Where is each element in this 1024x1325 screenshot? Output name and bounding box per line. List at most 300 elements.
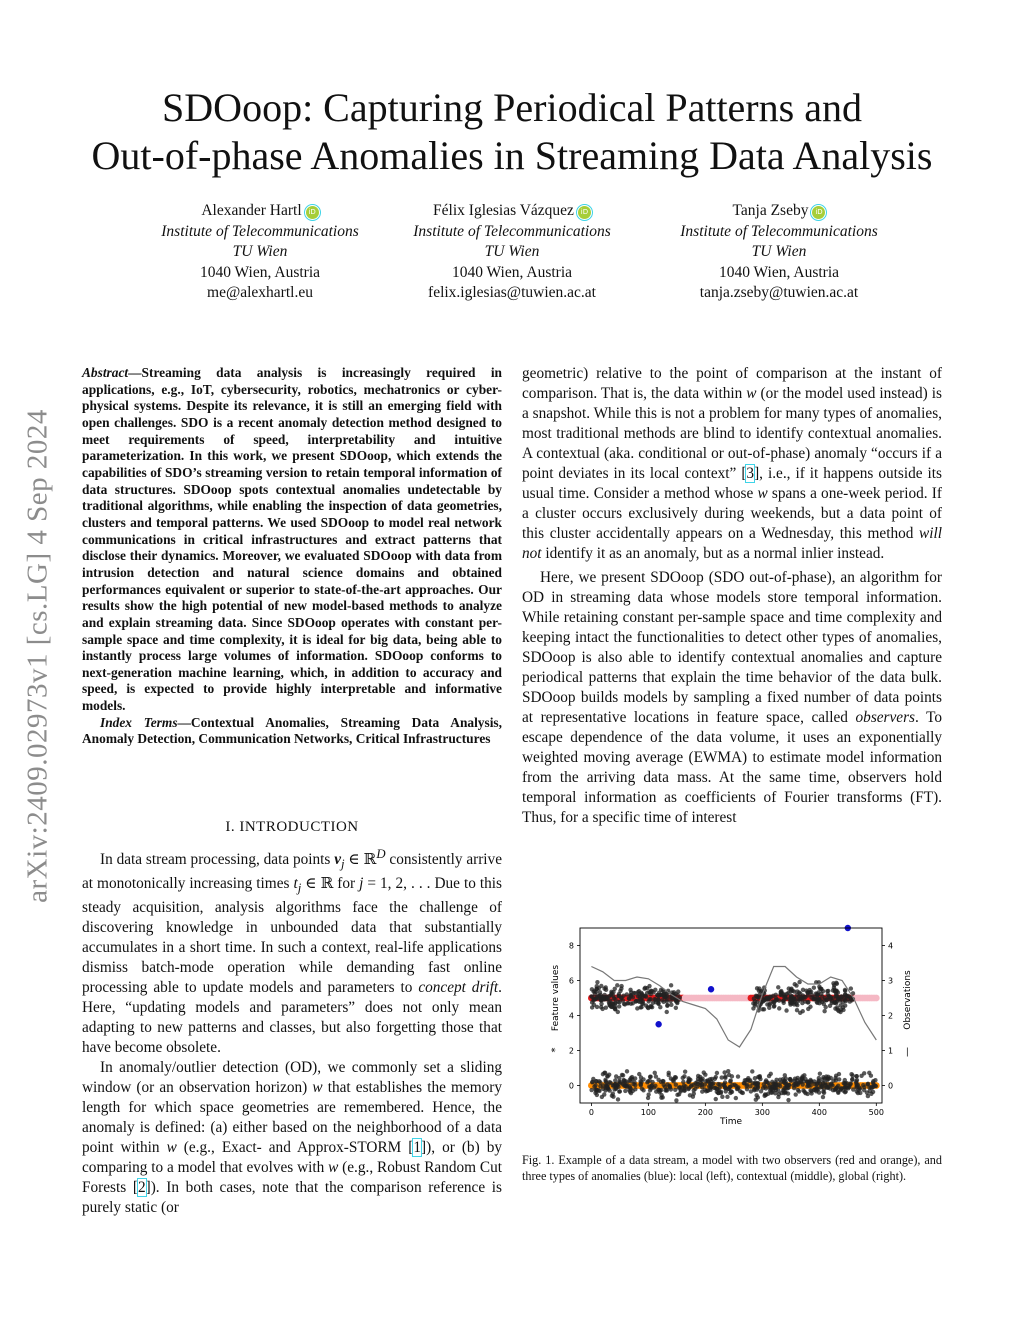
data-point-high [771,994,775,998]
data-point-high [757,993,761,997]
data-point-low [625,1069,629,1073]
data-point-high [804,988,808,992]
data-point-low [824,1074,828,1078]
data-point-high [635,1006,639,1010]
data-point-low [597,1079,601,1083]
data-point-high [599,984,603,988]
data-point-low [659,1088,663,1092]
data-point-low [843,1090,847,1094]
data-point-low [649,1086,653,1090]
intro-paragraph-1 [82,844,502,1058]
data-point-low [762,1082,766,1086]
data-point-high [665,999,669,1003]
data-point-low [665,1082,669,1086]
data-point-high [669,983,673,987]
data-point-low [808,1083,812,1087]
data-point-high [627,997,631,1001]
y2-tick-label: 1 [888,1046,894,1056]
math-subscript: j [341,857,345,872]
data-point-low [855,1084,859,1088]
data-point-low [778,1084,782,1088]
data-point-high [599,993,603,997]
data-point-low [865,1090,869,1094]
data-point-low [723,1076,727,1080]
legend-marker-line: — [902,1047,913,1057]
data-point-high [653,988,657,992]
data-point-low [834,1087,838,1091]
author-name: Félix Iglesias Vázquez [433,202,574,219]
data-point-low [736,1074,740,1078]
text-run: (e.g., Exact- and Approx-STORM [ [176,1139,414,1157]
right-column-body [522,364,942,828]
data-point-low [715,1090,719,1094]
data-point-low [819,1085,823,1089]
data-point-low [720,1095,724,1099]
data-point-high [594,987,598,991]
data-point-low [783,1073,787,1077]
data-point-high [595,980,599,984]
data-point-low [593,1091,597,1095]
data-point-low [769,1072,773,1076]
data-point-low [716,1082,720,1086]
text-run: ], i.e., if it happens outside its usual time. Consider a method whose [522,465,942,502]
data-point-low [674,1098,678,1102]
data-point-high [662,992,666,996]
data-point-high [616,1010,620,1014]
data-point-low [774,1082,778,1086]
data-point-high [823,1005,827,1009]
data-point-high [637,989,641,993]
data-point-low [653,1071,657,1075]
data-point-high [776,985,780,989]
text-run: ∈ ℝ for [301,875,360,893]
text-run: ∈ ℝ [344,851,377,869]
data-point-low [833,1076,837,1080]
data-point-low [639,1083,643,1087]
data-point-high [785,992,789,996]
x-tick-label: 100 [640,1108,657,1117]
data-point-high [669,999,673,1003]
data-point-low [793,1092,797,1096]
text-run: that establishes the memory length for which space geometries are remembered. Hence, the anomaly is defined: (a) either based on the neighborhood of a data point within [82,1079,502,1157]
data-point-high [646,999,650,1003]
data-point-high [790,1001,794,1005]
data-point-high [762,1007,766,1011]
abstract [82,365,502,748]
text-run: Here, we present SDOoop (SDO out-of-phase), an algorithm for OD in streaming data whose models store temporal information. While retaining constant per-sample space and time complexity and keeping intact the functionalities to detect other types of anomalies, SDOoop is also able to identify contextual anomalies and capture periodical patterns that explain the time behavior of the data bulk. SDOoop builds models by sampling a fixed number of data points at representative locations in feature space, called [522,569,942,726]
author-email[interactable]: felix.iglesias@tuwien.ac.at [428,284,596,301]
author-name: Alexander Hartl [201,202,302,219]
data-point-low [786,1091,790,1095]
data-point-high [617,1004,621,1008]
data-point-low [770,1090,774,1094]
emphasis: concept drift [418,979,499,997]
y-tick-label: 4 [568,1011,574,1021]
data-point-low [869,1074,873,1078]
data-point-high [834,994,838,998]
data-point-low [683,1069,687,1073]
data-point-high [617,1000,621,1004]
data-point-high [644,1003,648,1007]
data-point-high [604,985,608,989]
index-terms-label: Index Terms [100,714,178,730]
math-symbol: w [312,1079,323,1097]
data-point-low [862,1071,866,1075]
data-point-high [647,984,651,988]
math-symbol: w [757,485,768,502]
y-axis-label: Feature values [551,964,561,1032]
citation-link[interactable]: 1 [413,1139,422,1157]
data-point-high [812,985,816,989]
data-point-low [719,1090,723,1094]
data-point-low [624,1084,628,1088]
data-point-low [742,1081,746,1085]
data-point-low [633,1087,637,1091]
data-layer [588,925,880,1103]
y-tick-label: 0 [568,1081,574,1091]
data-point-high [832,1001,836,1005]
data-point-low [756,1075,760,1079]
data-point-low [842,1085,846,1089]
data-point-low [647,1078,651,1082]
data-point-high [619,996,623,1000]
text-run: . Here, “updating models and parameters” does not only mean adapting to new patterns and classes, but also forgetting those that have become obsolete. [82,979,502,1057]
math-superscript: D [376,847,386,861]
anomaly-point [655,1021,661,1027]
data-point-low [633,1076,637,1080]
data-point-low [809,1079,813,1083]
orcid-icon[interactable]: iD [578,206,591,219]
data-point-low [589,1088,593,1092]
text-run: ]). In both cases, note that the comparison reference is purely static (or [82,1179,502,1217]
data-point-high [800,1001,804,1005]
data-point-low [799,1079,803,1083]
data-point-high [789,988,793,992]
data-point-low [696,1074,700,1078]
abstract-label: Abstract [82,365,129,380]
data-point-low [730,1090,734,1094]
data-point-low [849,1072,853,1076]
data-point-low [640,1087,644,1091]
data-point-low [672,1077,676,1081]
author-institution: TU Wien [484,243,540,260]
data-point-low [700,1085,704,1089]
author-address: 1040 Wien, Austria [718,263,840,281]
arxiv-stamp [20,380,56,932]
data-point-high [613,987,617,991]
author-block-2 [382,201,642,304]
data-point-high [669,1003,673,1007]
data-point-high [815,998,819,1002]
data-point-low [774,1078,778,1082]
data-point-low [809,1089,813,1093]
data-point-low [854,1074,858,1078]
data-point-low [610,1094,614,1098]
math-symbol: w [328,1159,339,1177]
data-point-low [874,1084,878,1088]
data-point-low [786,1098,790,1102]
math-symbol: v [334,851,342,869]
data-point-low [600,1095,604,1099]
left-column-body [82,844,502,1218]
emphasis: will not [522,525,942,562]
data-point-low [818,1071,822,1075]
data-point-high [844,999,848,1003]
data-point-low [700,1089,704,1093]
arxiv-id: arXiv:2409.02973v1 [cs.LG] 4 Sep 2024 [21,409,54,903]
data-point-high [665,1004,669,1008]
data-point-high [780,991,784,995]
right-paragraph-1 [522,364,942,564]
data-point-low [763,1092,767,1096]
data-point-high [590,987,594,991]
data-point-high [590,995,594,999]
text-run: . To escape dependence of the data volume, it uses an exponentially weighted moving average (EWMA) to estimate model information from the arriving data mass. At the same time, observers hold temporal information as coefficients of Fourier transforms (FT). Thus, for a specific time of interest [522,709,943,826]
data-point-high [629,1002,633,1006]
intro-paragraph-2 [82,1058,502,1218]
data-point-high [656,1001,660,1005]
data-point-low [641,1077,645,1081]
data-point-high [655,993,659,997]
author-institution: TU Wien [232,243,288,260]
data-point-high [667,995,671,999]
data-point-high [793,982,797,986]
y2-tick-label: 4 [888,941,894,951]
data-point-low [682,1087,686,1091]
data-point-low [646,1092,650,1096]
data-point-low [788,1078,792,1082]
emphasis: observers [855,709,915,726]
author-institution: TU Wien [751,243,807,260]
paper-title [40,84,984,180]
data-point-low [628,1090,632,1094]
data-point-low [722,1082,726,1086]
data-point-low [725,1095,729,1099]
data-point-high [787,997,791,1001]
data-point-low [750,1069,754,1073]
data-point-low [785,1086,789,1090]
author-address: 1040 Wien, Austria [451,263,573,281]
text-run: In data stream processing, data points [100,851,335,869]
title-line-2: Out-of-phase Anomalies in Streaming Data Analysis [91,133,933,178]
data-point-low [607,1088,611,1092]
data-point-high [602,997,606,1001]
figure-1 [540,920,940,1132]
math-subscript: j [297,881,302,896]
data-point-low [767,1085,771,1089]
data-point-high [640,1002,644,1006]
data-point-low [661,1079,665,1083]
section-title: I. INTRODUCTION [225,819,359,835]
y-tick-label: 8 [568,941,574,951]
data-point-low [829,1082,833,1086]
data-point-high [777,1006,781,1010]
text-run: ]), or (b) by comparing to a model that evolves with [82,1139,502,1177]
index-terms-text: —Contextual Anomalies, Streaming Data Analysis, Anomaly Detection, Communication Networks, Critical Infrastructures [82,714,502,747]
author-address: 1040 Wien, Austria [199,263,321,281]
data-point-high [828,1004,832,1008]
data-point-high [849,986,853,990]
data-point-low [805,1092,809,1096]
data-point-high [809,995,813,999]
data-point-high [821,989,825,993]
orcid-icon[interactable]: iD [306,206,319,219]
data-point-high [801,1009,805,1013]
y-tick-label: 2 [568,1046,574,1056]
data-point-low [848,1081,852,1085]
data-point-high [835,982,839,986]
anomaly-point [708,986,714,992]
data-point-high [839,994,843,998]
data-point-low [708,1088,712,1092]
author-email[interactable]: me@alexhartl.eu [207,284,313,301]
observations-line [591,967,876,1048]
author-name: Tanja Zseby [732,202,809,219]
author-affiliation: Institute of Telecommunications [680,222,878,240]
math-symbol: w [166,1139,177,1157]
data-point-high [611,994,615,998]
x-tick-label: 300 [754,1108,770,1117]
citation-link[interactable]: 2 [137,1179,146,1197]
data-point-high [838,1010,842,1014]
data-point-low [756,1081,760,1085]
data-point-low [755,1087,759,1091]
data-point-low [858,1091,862,1095]
data-point-high [649,1005,653,1009]
y2-tick-label: 3 [888,976,894,986]
data-point-low [669,1087,673,1091]
text-run: spans a one-week period. If a cluster occurs exclusively during weekends, but a data point of this cluster accidentally appears on a Wednesday, this method [522,485,942,542]
data-point-low [662,1083,666,1087]
data-point-low [759,1089,763,1093]
x-tick-label: 500 [868,1108,884,1117]
data-point-low [616,1097,620,1101]
data-point-low [869,1092,873,1096]
data-point-low [730,1083,734,1087]
data-point-low [870,1086,874,1090]
data-point-low [729,1078,733,1082]
data-point-low [688,1093,692,1097]
data-point-low [735,1087,739,1091]
data-point-low [631,1082,635,1086]
y2-tick-label: 0 [888,1081,894,1091]
orcid-icon[interactable]: iD [812,206,825,219]
data-point-high [653,998,657,1002]
data-point-low [695,1080,699,1084]
author-email[interactable]: tanja.zseby@tuwien.ac.at [699,284,859,301]
data-point-low [837,1072,841,1076]
data-point-low [821,1095,825,1099]
data-point-low [774,1088,778,1092]
text-run: geometric) relative to the point of comparison at the instant of comparison. That is, the data within [522,365,942,402]
data-point-low [828,1086,832,1090]
data-point-low [618,1089,622,1093]
x-tick-label: 200 [697,1108,713,1117]
author-block-1 [130,201,390,304]
author-affiliation: Institute of Telecommunications [161,222,359,240]
data-point-high [806,1000,810,1004]
author-affiliation: Institute of Telecommunications [413,222,611,240]
data-point-low [666,1073,670,1077]
data-point-low [802,1073,806,1077]
data-point-high [814,991,818,995]
data-point-high [824,998,828,1002]
data-point-high [595,1005,599,1009]
x-axis-label: Time [719,1117,743,1127]
data-point-high [797,990,801,994]
data-point-low [659,1095,663,1099]
x-tick-label: 400 [811,1108,827,1117]
data-point-low [821,1081,825,1085]
data-point-low [621,1082,625,1086]
data-point-low [591,1077,595,1081]
data-point-low [754,1097,758,1101]
data-point-low [681,1080,685,1084]
data-point-high [828,995,832,999]
title-line-1: SDOoop: Capturing Periodical Patterns and [162,85,862,130]
data-point-low [682,1074,686,1078]
data-point-high [774,998,778,1002]
data-point-high [643,986,647,990]
data-point-low [629,1076,633,1080]
data-point-low [702,1070,706,1074]
right-paragraph-2 [522,568,942,828]
data-point-high [675,1001,679,1005]
data-point-low [821,1089,825,1093]
data-point-low [605,1083,609,1087]
data-point-low [673,1088,677,1092]
data-point-low [782,1079,786,1083]
data-point-high [825,989,829,993]
y2-axis-label: Observations [903,970,913,1030]
text-run: identify it as an anomaly, but as a normal inlier instead. [541,545,885,562]
data-point-low [692,1091,696,1095]
data-point-high [633,991,637,995]
math-symbol: j [359,875,364,893]
data-point-low [603,1071,607,1075]
data-point-high [822,1009,826,1013]
data-point-high [600,1007,604,1011]
math-symbol: t [293,875,298,893]
abstract-text: —Streaming data analysis is increasingly required in applications, e.g., IoT, cybersecurity, robotics, mechatronics or cyber-physical systems. Despite its relevance, it is still an emerging field with open challenges. SDO is a recent anomaly detection method designed to meet requirements of speed, interpretability and intuitive parameterization. In this work, we present SDOoop, which extends the capabilities of SDO’s streaming version to retain temporal information of data structures. SDOoop spots contextual anomalies undetectable by traditional algorithms, while enabling the inspection of data geometries, clusters and temporal patterns. We used SDOoop to model real network communications in critical infrastructures and extract patterns that disclose their dynamics. Moreover, we evaluated SDOoop with data from intrusion detection and natural science domains and obtained performances equivalent or superior to state-of-the-art approaches. Our results show the high potential of new model-based methods to analyze and explain streaming data. Since SDOoop operates with constant per-sample space and time complexity, it is ideal for big data, being able to instantly process large volumes of information. SDOoop conforms to next-generation machine learning, which, in addition to accuracy and speed, is expected to provide highly interpretable and informative models. [82,365,502,714]
text-run: = 1, 2, . . . Due to this steady acquisition, analysis algorithms face the challenge of discovering knowledge in unbounded data that substantially accumulates in a short time. In such a context, real-life applications dismiss batch-mode operation while demanding fast online processing able to update models and parameters to [82,875,502,997]
text-run: consistently arrive at monotonically increasing times [82,851,502,893]
data-point-low [793,1076,797,1080]
figure-chart [540,920,940,1132]
data-point-low [679,1089,683,1093]
figure-caption: Fig. 1. Example of a data stream, a model with two observers (red and orange), and three types of anomalies (blue): local (left), contextual (middle), global (right). [522,1153,942,1183]
data-point-high [753,1002,757,1006]
data-point-low [854,1080,858,1084]
x-tick-label: 0 [588,1108,594,1117]
citation-link[interactable]: 3 [746,465,755,482]
data-point-high [768,1001,772,1005]
data-point-low [715,1071,719,1075]
data-point-high [772,1004,776,1008]
observer-red-mark [873,995,880,1002]
data-point-low [675,1093,679,1097]
y-tick-label: 6 [568,976,574,986]
legend-marker-star: * [550,1047,561,1053]
data-point-low [656,1078,660,1082]
data-point-low [734,1096,738,1100]
data-point-high [633,999,637,1003]
data-point-low [687,1079,691,1083]
y2-tick-label: 2 [888,1011,894,1021]
data-point-high [613,1001,617,1005]
data-point-low [727,1073,731,1077]
data-point-low [777,1092,781,1096]
